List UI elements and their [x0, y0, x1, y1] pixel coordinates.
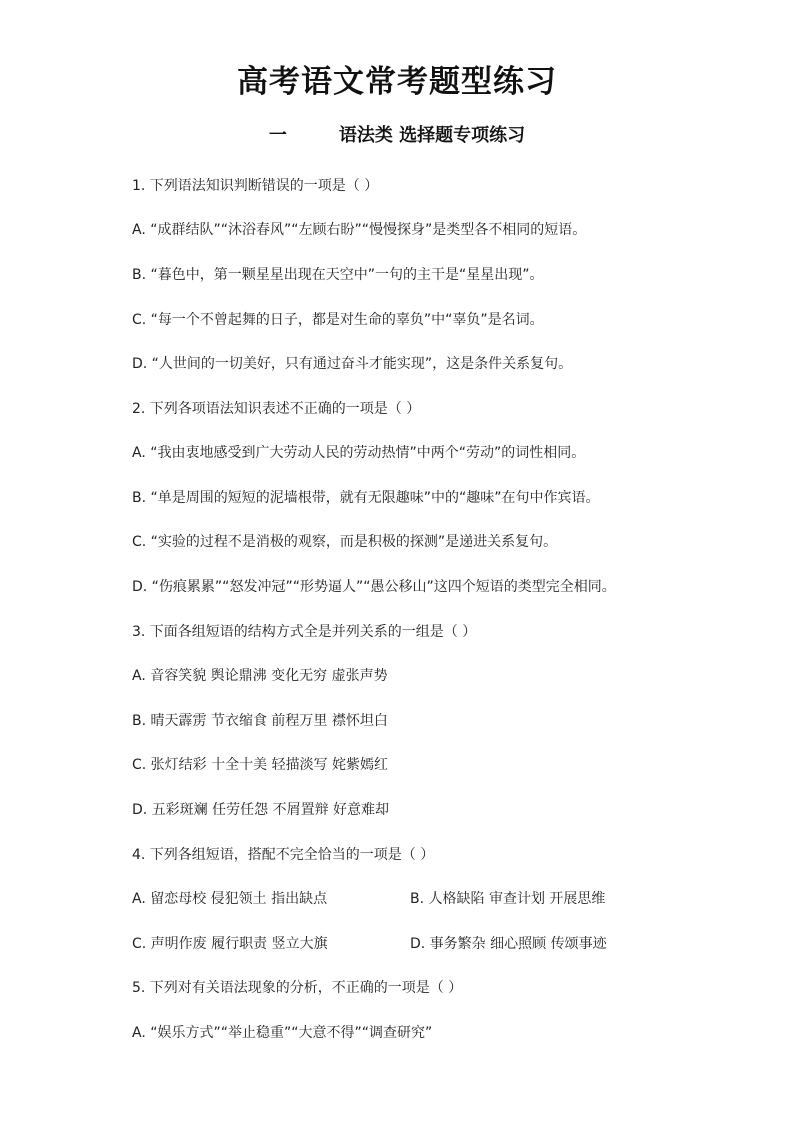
- question-5-stem: 5. 下列对有关语法现象的分析，不正确的一项是（ ）: [132, 980, 463, 996]
- question-5-option-a: A. “娱乐方式”“举止稳重”“大意不得”“调查研究”: [132, 1025, 433, 1041]
- question-1-option-a: A. “成群结队”“沐浴春风”“左顾右盼”“慢慢探身”是类型各不相同的短语。: [132, 222, 587, 238]
- question-2-stem: 2. 下列各项语法知识表述不正确的一项是（ ）: [132, 401, 421, 417]
- question-3-stem: 3. 下面各组短语的结构方式全是并列关系的一组是（ ）: [132, 624, 477, 640]
- question-1-option-c: C. “每一个不曾起舞的日子，都是对生命的辜负”中“辜负”是名词。: [132, 312, 544, 328]
- question-2-option-b: B. “单是周围的短短的泥墙根带，就有无限趣味”中的“趣味”在句中作宾语。: [132, 490, 600, 506]
- section-number: 一: [268, 125, 287, 146]
- question-3-option-d: D. 五彩斑斓 任劳任怨 不屑置辩 好意难却: [132, 802, 390, 818]
- page-title: 高考语文常考题型练习: [237, 64, 557, 100]
- question-2-option-c: C. “实验的过程不是消极的观察，而是积极的探测”是递进关系复句。: [132, 534, 558, 550]
- question-4-option-d: D. 事务繁杂 细心照顾 传颂事迹: [410, 936, 607, 952]
- question-3-option-a: A. 音容笑貌 舆论鼎沸 变化无穷 虚张声势: [132, 668, 388, 684]
- question-1-option-b: B. “暮色中，第一颗星星出现在天空中”一句的主干是“星星出现”。: [132, 267, 544, 283]
- question-2-option-d: D. “伤痕累累”“怒发冲冠”“形势逼人”“愚公移山”这四个短语的类型完全相同。: [132, 579, 616, 595]
- section-heading: [0, 122, 794, 150]
- question-4-option-c: C. 声明作废 履行职责 竖立大旗: [132, 936, 328, 952]
- question-4-option-b: B. 人格缺陷 审查计划 开展思维: [410, 891, 606, 907]
- question-4-option-a: A. 留恋母校 侵犯领土 指出缺点: [132, 891, 328, 907]
- question-1-option-d: D. “人世间的一切美好，只有通过奋斗才能实现”，这是条件关系复句。: [132, 356, 573, 372]
- question-3-option-c: C. 张灯结彩 十全十美 轻描淡写 姹紫嫣红: [132, 757, 389, 773]
- question-3-option-b: B. 晴天霹雳 节衣缩食 前程万里 襟怀坦白: [132, 713, 388, 729]
- question-1-stem: 1. 下列语法知识判断错误的一项是（ ）: [132, 178, 379, 194]
- section-title: 语法类 选择题专项练习: [338, 125, 526, 146]
- question-2-option-a: A. “我由衷地感受到广大劳动人民的劳动热情”中两个“劳动”的词性相同。: [132, 445, 586, 461]
- question-4-stem: 4. 下列各组短语，搭配不完全恰当的一项是（ ）: [132, 847, 435, 863]
